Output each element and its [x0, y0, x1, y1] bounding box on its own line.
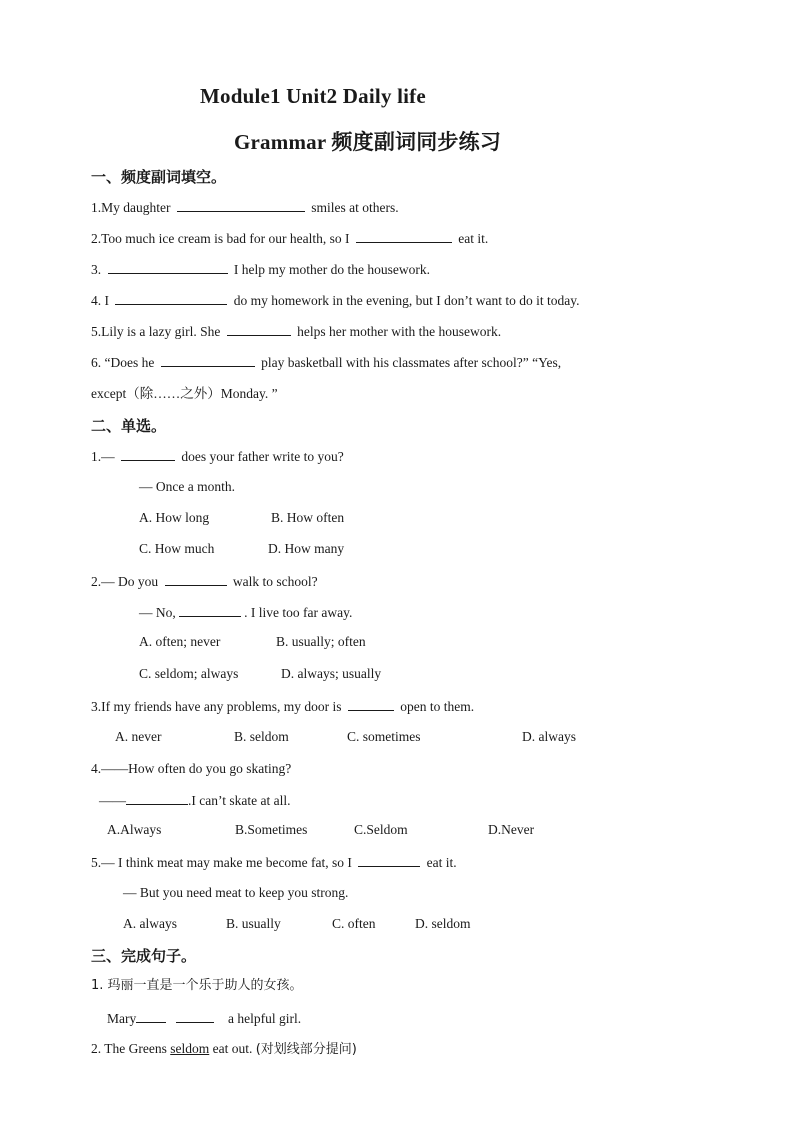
question-2-1-response: — Once a month. — [139, 479, 235, 494]
answer-blank[interactable] — [356, 229, 452, 243]
question-1-6-continued: except（除……之外）Monday. ” — [91, 386, 278, 401]
option-d[interactable]: D. How many — [268, 541, 345, 556]
option-b[interactable]: B. How often — [271, 510, 345, 525]
answer-blank[interactable] — [161, 353, 255, 367]
option-b[interactable]: B. usually — [226, 916, 281, 931]
option-a[interactable]: A. never — [115, 729, 162, 744]
option-c[interactable]: C. sometimes — [347, 729, 421, 744]
option-d[interactable]: D. seldom — [415, 916, 471, 931]
option-a[interactable]: A.Always — [107, 822, 162, 837]
answer-blank[interactable] — [358, 853, 420, 867]
answer-blank[interactable] — [348, 697, 394, 711]
question-3-2: 2. The Greens seldom eat out. (对划线部分提问) — [91, 1041, 357, 1057]
section-heading-multiple-choice: 二、单选。 — [91, 417, 167, 435]
question-2-4-response: —— .I can’t skate at all. — [99, 793, 291, 808]
option-b[interactable]: B. seldom — [234, 729, 289, 744]
question-2-3: 3.If my friends have any problems, my door is open to them. — [91, 699, 475, 714]
answer-blank[interactable] — [165, 572, 227, 586]
option-d[interactable]: D. always; usually — [281, 666, 382, 681]
option-a[interactable]: A. often; never — [139, 634, 221, 649]
option-b[interactable]: B.Sometimes — [235, 822, 308, 837]
option-c[interactable]: C. often — [332, 916, 376, 931]
option-d[interactable]: D. always — [522, 729, 576, 744]
question-1-6: 6. “Does he play basketball with his classmates after school?” “Yes, — [91, 355, 562, 370]
answer-blank[interactable] — [126, 791, 188, 805]
option-c[interactable]: C. seldom; always — [139, 666, 239, 681]
question-2-2-response: — No, . I live too far away. — [139, 605, 353, 620]
question-1-3: 3. I help my mother do the housework. — [91, 262, 430, 277]
question-2-1: 1.— does your father write to you? — [91, 449, 344, 464]
question-2-4: 4.——How often do you go skating? — [91, 761, 292, 776]
worksheet-title: Module1 Unit2 Daily life — [200, 84, 426, 108]
instruction-note: (对划线部分提问) — [255, 1042, 357, 1057]
answer-blank[interactable] — [136, 1009, 166, 1023]
option-c[interactable]: C. How much — [139, 541, 215, 556]
question-2-2: 2.— Do you walk to school? — [91, 574, 318, 589]
answer-blank[interactable] — [176, 1009, 214, 1023]
answer-blank[interactable] — [121, 447, 175, 461]
section-heading-complete-sentences: 三、完成句子。 — [91, 947, 197, 965]
option-c[interactable]: C.Seldom — [354, 822, 408, 837]
question-2-5-response: — But you need meat to keep you strong. — [123, 885, 349, 900]
option-a[interactable]: A. always — [123, 916, 177, 931]
question-3-1-answer: Mary a helpful girl. — [107, 1011, 302, 1026]
underlined-word: seldom — [170, 1041, 210, 1056]
answer-blank[interactable] — [227, 322, 291, 336]
question-1-5: 5.Lily is a lazy girl. She helps her mother with the housework. — [91, 324, 502, 339]
worksheet-subtitle: Grammar 频度副词同步练习 — [234, 130, 502, 154]
question-2-5: 5.— I think meat may make me become fat, so I eat it. — [91, 855, 457, 870]
answer-blank[interactable] — [108, 260, 228, 274]
question-1-4: 4. I do my homework in the evening, but I don’t want to do it today. — [91, 293, 580, 308]
section-heading-fill-in: 一、频度副词填空。 — [91, 168, 227, 186]
option-b[interactable]: B. usually; often — [276, 634, 366, 649]
question-3-1: 1. 玛丽一直是一个乐于助人的女孩。 — [91, 978, 303, 993]
answer-blank[interactable] — [177, 198, 305, 212]
answer-blank[interactable] — [179, 603, 241, 617]
option-a[interactable]: A. How long — [139, 510, 210, 525]
question-1-2: 2.Too much ice cream is bad for our health, so I eat it. — [91, 231, 489, 246]
answer-blank[interactable] — [115, 291, 227, 305]
option-d[interactable]: D.Never — [488, 822, 535, 837]
question-1-1: 1.My daughter smiles at others. — [91, 200, 399, 215]
